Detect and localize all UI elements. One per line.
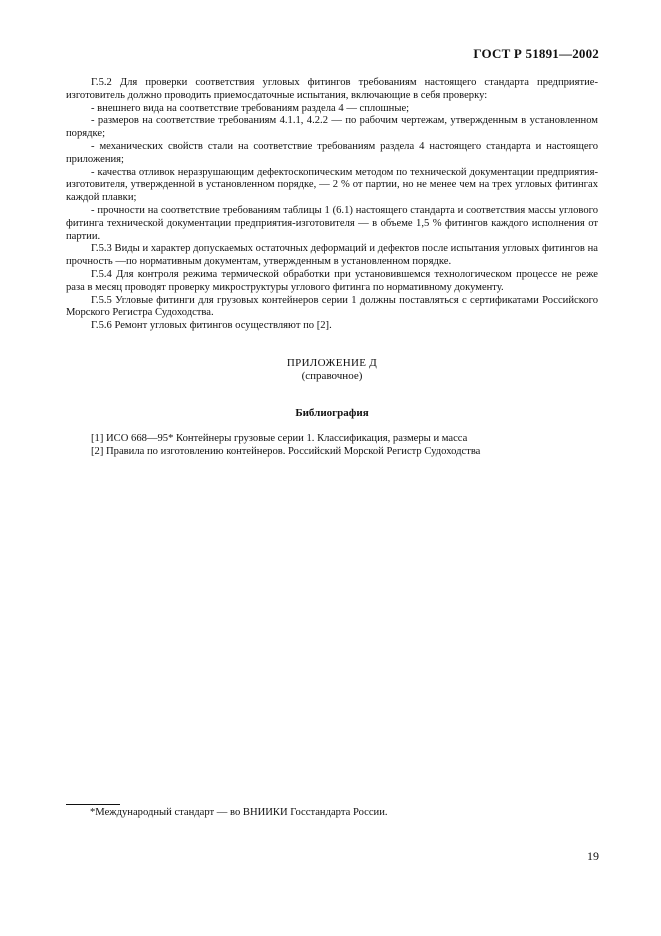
list-item-strength: - прочности на соответствие требованиям таблицы 1 (6.1) настоящего стандарта и соответствия массы углового фитинга технической документации предприятия-изготовителя — в объеме 1,5 % фитингов каждого исполнения от партии. [66,204,598,242]
paragraph-g-5-5: Г.5.5 Угловые фитинги для грузовых контейнеров серии 1 должны поставляться с сертификатами Российского Морского Регистра Судоходства. [66,294,598,319]
footnote-divider [66,804,120,805]
page-number: 19 [587,849,599,863]
list-item-mechanical-properties: - механических свойств стали на соответствие требованиям раздела 4 настоящего стандарта и настоящего приложения; [66,140,598,165]
appendix-title: ПРИЛОЖЕНИЕ Д [286,357,378,369]
bibliography-item: [2] Правила по изготовлению контейнеров. Российский Морской Регистр Судоходства [91,446,481,457]
list-item-casting-quality: - качества отливок неразрушающим дефектоскопическим методом по технической документации предприятия-изготовителя, утвержденной в установленном порядке, — 2 % от партии, но не менее чем на трех угловых фитингах каждой плавки; [66,166,598,204]
appendix-heading [66,357,598,383]
document-header: ГОСТ Р 51891—2002 [473,46,599,61]
paragraph-g-5-3: Г.5.3 Виды и характер допускаемых остаточных деформаций и дефектов после испытания угловых фитингов на прочность —по нормативным документам, утвержденным в установленном порядке. [66,243,598,268]
paragraph-g-5-2: Г.5.2 Для проверки соответствия угловых фитингов требованиям настоящего стандарта предприятие-изготовитель должно проводить приемосдаточные испытания, включающие в себя проверку: [66,77,598,101]
paragraph-g-5-4: Г.5.4 Для контроля режима термической обработки при установившемся технологическом процессе не реже раза в месяц проводят проверку микроструктуры углового фитинга по нормативному документу. [66,268,598,293]
bibliography-title: Библиография [295,407,369,419]
bibliography-list [91,432,611,458]
appendix-subtitle: (справочное) [301,370,363,382]
list-item-dimensions: - размеров на соответствие требованиям 4.1.1, 4.2.2 — по рабочим чертежам, утвержденным в установленном порядке; [66,115,598,140]
paragraph-g-5-6: Г.5.6 Ремонт угловых фитингов осуществляют по [2]. [91,320,332,332]
footnote: *Международный стандарт — во ВНИИКИ Госстандарта России. [90,807,388,818]
list-item-appearance: - внешнего вида на соответствие требованиям раздела 4 — сплошные; [91,102,410,114]
body-text [66,77,598,333]
bibliography-item: [1] ИСО 668—95* Контейнеры грузовые серии 1. Классификация, размеры и масса [91,433,468,444]
